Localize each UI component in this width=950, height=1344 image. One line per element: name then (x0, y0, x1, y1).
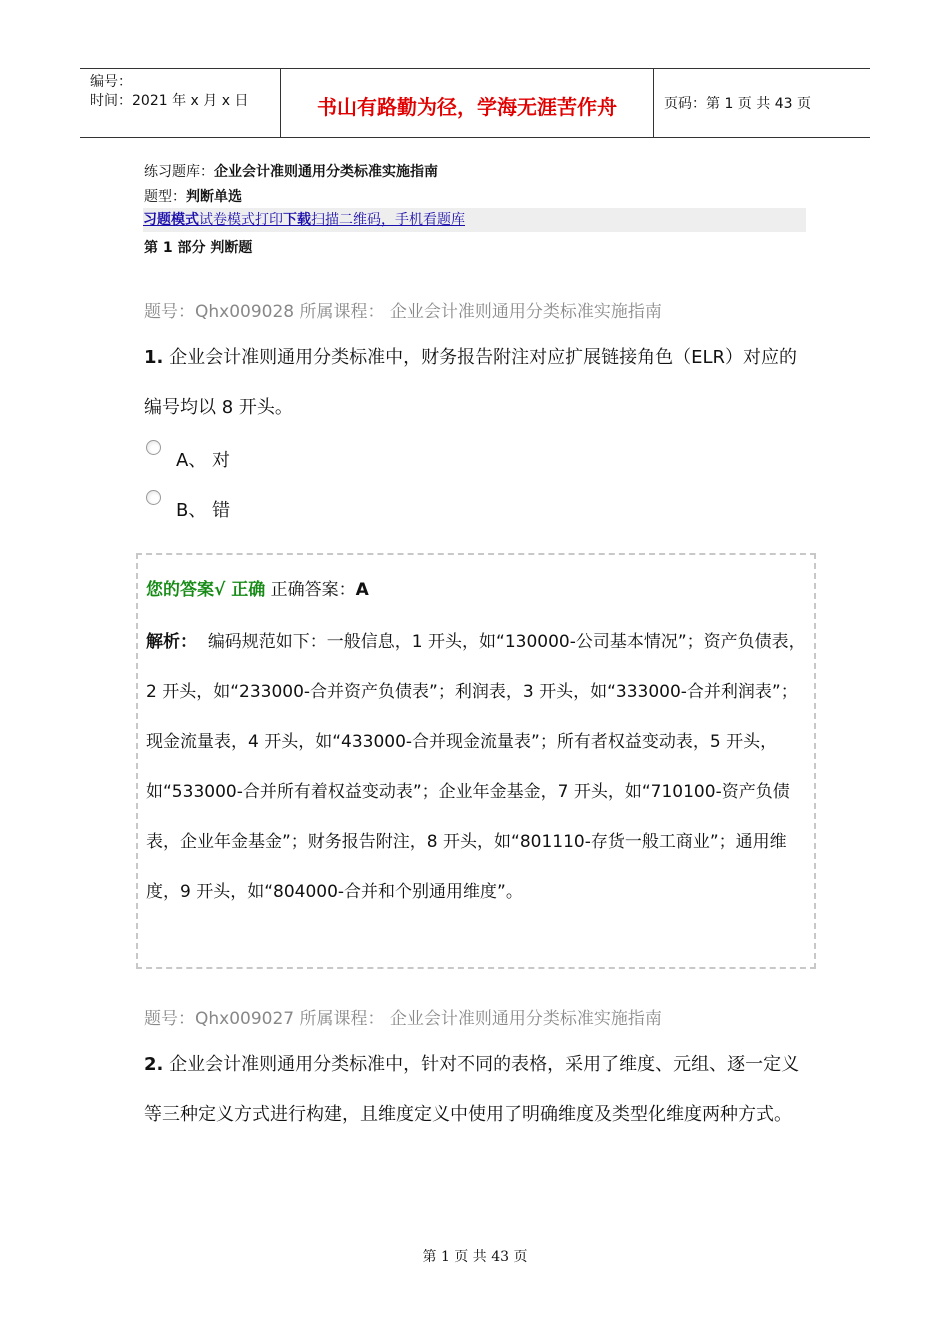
scan-qr-link[interactable]: 扫描二维码，手机看题库 (311, 212, 465, 228)
header-page-cell (654, 69, 870, 137)
motto: 书山有路勤为径，学海无涯苦作舟 (317, 95, 617, 119)
question-type-label: 题型： (144, 189, 186, 205)
print-link[interactable]: 打印 (255, 212, 283, 228)
your-answer-status: 您的答案√ 正确 (146, 580, 266, 600)
question-text (144, 333, 804, 433)
question-body: 企业会计准则通用分类标准中，财务报告附注对应扩展链接角色（ELR）对应的编号均以 8 开头。 (144, 347, 798, 418)
exam-mode-link[interactable]: 试卷模式 (199, 212, 255, 228)
radio-icon[interactable] (146, 490, 161, 505)
explanation (146, 617, 806, 917)
radio-icon[interactable] (146, 440, 161, 455)
correct-answer-label: 正确答案： (270, 580, 356, 600)
correct-answer-value: A (355, 580, 369, 600)
question-number: 2. (144, 1054, 164, 1075)
question-bank-line (144, 161, 438, 181)
answer-box (136, 553, 816, 969)
option-label: B、 错 (176, 500, 231, 521)
header-motto-cell (281, 69, 654, 137)
question-number: 1. (144, 347, 164, 368)
header-info-cell (80, 69, 281, 137)
section-title: 第 1 部分 判断题 (144, 240, 253, 256)
page-footer: 第 1 页 共 43 页 (422, 1249, 528, 1265)
question-header: 题号：Qhx009028 所属课程： 企业会计准则通用分类标准实施指南 (144, 302, 662, 322)
explanation-label: 解析： (146, 632, 197, 652)
date-label: 时间：2021 年 x 月 x 日 (90, 93, 249, 109)
document-header (80, 68, 870, 138)
question-bank-value: 企业会计准则通用分类标准实施指南 (214, 164, 438, 180)
question-body: 企业会计准则通用分类标准中，针对不同的表格，采用了维度、元组、逐一定义等三种定义方式进行构建，且维度定义中使用了明确维度及类型化维度两种方式。 (144, 1054, 800, 1125)
download-link[interactable]: 下载 (283, 212, 311, 228)
mode-links-bar (143, 208, 806, 232)
serial-number-label: 编号： (90, 74, 132, 90)
option-label: A、 对 (176, 450, 231, 471)
question-text (144, 1040, 804, 1140)
question-header: 题号：Qhx009027 所属课程： 企业会计准则通用分类标准实施指南 (144, 1009, 662, 1029)
answer-line (146, 575, 369, 600)
correct-answer (271, 580, 369, 600)
practice-mode-link[interactable]: 习题模式 (143, 212, 199, 228)
explanation-text: 编码规范如下：一般信息，1 开头，如“130000-公司基本情况”；资产负债表，2 开头，如“233000-合并资产负债表”；利润表，3 开头，如“333000-合并利润表”；现金流量表，4 开头，如“433000-合并现金流量表”；所有者权益变动表，5 开头，如“533000-合并所有着权益变动表”；企业年金基金，7 开头，如“710100-资产负债表，企业年金基金”；财务报告附注，8 开头，如“801110-存货一般工商业”；通用维度，9 开头，如“804000-合并和个别通用维度”。 (146, 632, 806, 902)
question-type-value: 判断单选 (186, 189, 242, 205)
page-indicator: 页码：第 1 页 共 43 页 (664, 96, 811, 112)
question-type-line (144, 186, 242, 206)
question-bank-label: 练习题库： (144, 164, 214, 180)
